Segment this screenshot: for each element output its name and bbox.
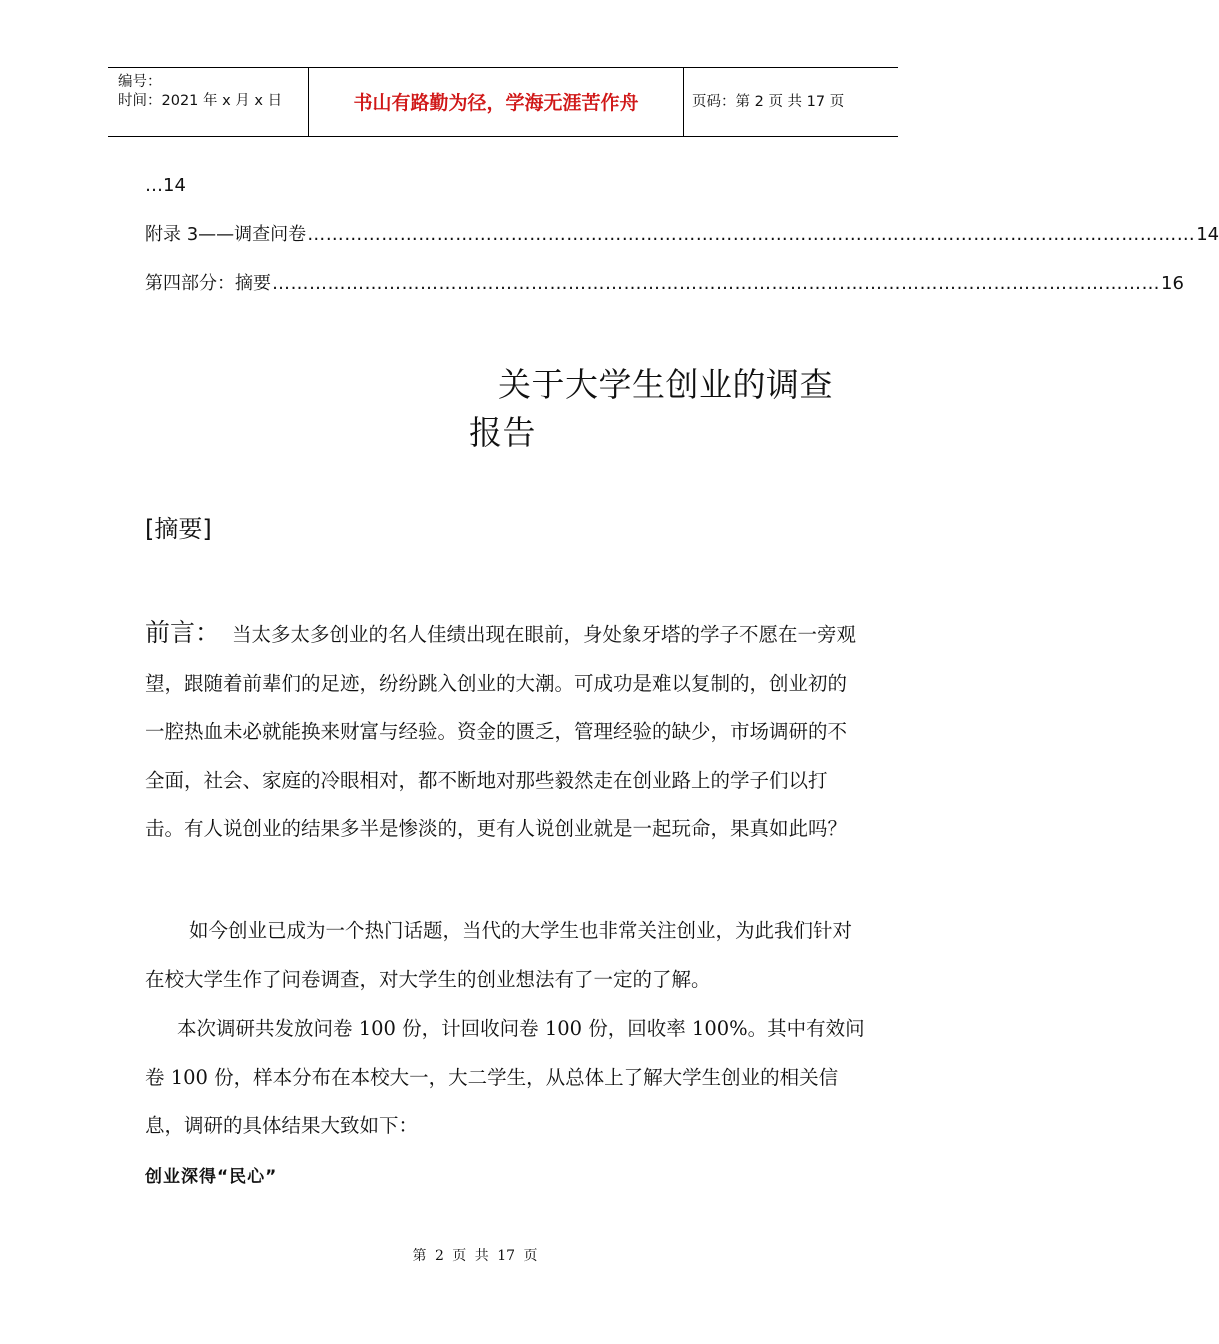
preface-label: 前言： <box>145 618 221 647</box>
page-code: 页码：第 2 页 共 17 页 <box>692 94 845 110</box>
toc-item[interactable] <box>145 224 1219 246</box>
toc-item-page: 14 <box>1196 224 1219 245</box>
abstract-heading: [摘要] <box>145 515 212 543</box>
report-title-line2: 报告 <box>469 413 536 452</box>
body-paragraph: 如今创业已成为一个热门话题，当代的大学生也非常关注创业，为此我们针对在校大学生作了问卷调查，对大学生的创业想法有了一定的了解。 <box>145 919 853 991</box>
toc-item-label: 附录 3——调查问卷 <box>145 224 307 245</box>
preface-text: 当太多太多创业的名人佳绩出现在眼前，身处象牙塔的学子不愿在一旁观望，跟随着前辈们的足迹，纷纷跳入创业的大潮。可成功是难以复制的，创业初的一腔热血未必就能换来财富与经验。资金的匮乏，管理经验的缺少，市场调研的不全面，社会、家庭的冷眼相对，都不断地对那些毅然走在创业路上的学子们以打击。有人说创业的结果多半是惨淡的，更有人说创业就是一起玩命，果真如此吗？ <box>145 623 857 840</box>
toc-item[interactable] <box>145 273 1184 295</box>
toc-item-label: 第四部分：摘要 <box>145 273 271 294</box>
toc-leader-dots: ……………………………………………………………………………………………………………………………… <box>307 224 1196 245</box>
toc-leader-dots: ……………………………………………………………………………………………………………………………… <box>272 273 1160 294</box>
motto: 书山有路勤为径，学海无涯苦作舟 <box>353 92 639 114</box>
date-line: 时间：2021 年 x 月 x 日 <box>118 93 283 109</box>
page-footer: 第 2 页 共 17 页 <box>412 1248 538 1264</box>
toc-item-page: 16 <box>1161 273 1184 294</box>
header-info-cell <box>108 68 308 136</box>
toc-carry-over: …14 <box>145 175 186 196</box>
report-title-line1: 关于大学生创业的调查 <box>498 365 833 404</box>
serial-label: 编号： <box>118 74 162 90</box>
page-header <box>108 67 898 137</box>
preface-paragraph <box>145 609 865 854</box>
header-motto-cell <box>308 68 684 136</box>
header-page-cell <box>682 68 898 136</box>
body-paragraph: 本次调研共发放问卷 100 份，计回收问卷 100 份，回收率 100%。其中有效问卷 100 份，样本分布在本校大一，大二学生，从总体上了解大学生创业的相关信息，调研的具体结果大致如下： <box>145 1017 865 1137</box>
subheading: 创业深得“民心” <box>145 1167 278 1187</box>
